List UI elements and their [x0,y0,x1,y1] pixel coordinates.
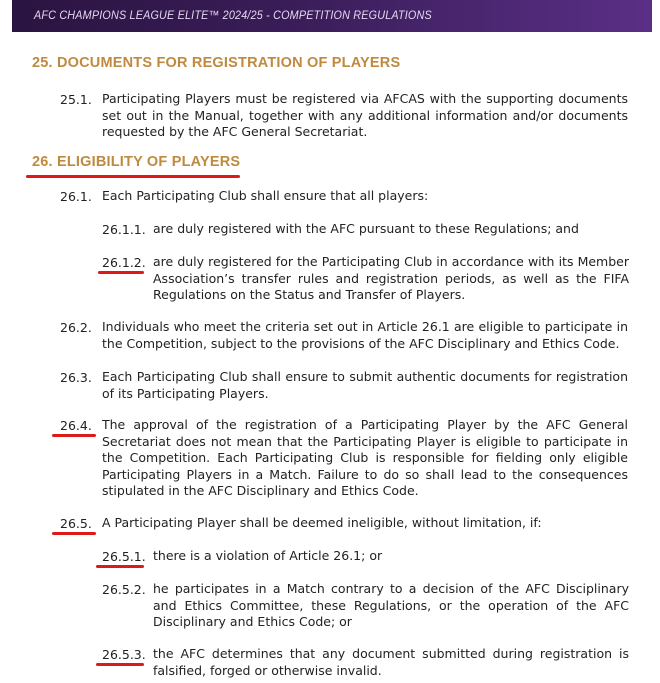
annotation-underline-26-1-2 [98,271,144,274]
clause-text-26-2: Individuals who meet the criteria set out in Article 26.1 are eligible to participate in the Competition, subject to the provisions of the AFC Disciplinary and Ethics Code. [102,319,628,351]
clause-number-25-1: 25.1. [60,92,92,107]
clause-number-26-1-1: 26.1.1. [102,222,146,237]
clause-text-25-1: Participating Players must be registered via AFCAS with the supporting documents set out in the Manual, together with any additional information and/or documents requested by the AFC General Secretariat. [102,91,628,139]
clause-number-26-5-3: 26.5.3. [102,647,146,662]
header-title: AFC CHAMPIONS LEAGUE ELITE™ 2024/25 - COMPETITION REGULATIONS [34,8,432,22]
clause-number-26-4: 26.4. [60,418,92,433]
section-26-heading: 26. ELIGIBILITY OF PLAYERS [32,154,241,170]
annotation-underline-26-4 [52,434,96,437]
clause-text-26-5-3: the AFC determines that any document submitted during registration is falsified, forged or otherwise invalid. [153,646,629,678]
clause-number-26-3: 26.3. [60,370,92,385]
annotation-underline-26-5 [52,532,96,535]
clause-number-26-5: 26.5. [60,516,92,531]
clause-text-26-1-1: are duly registered with the AFC pursuant to these Regulations; and [153,221,579,236]
clause-text-26-5: A Participating Player shall be deemed ineligible, without limitation, if: [102,515,542,530]
clause-number-26-5-2: 26.5.2. [102,582,146,597]
clause-text-26-1-2: are duly registered for the Participating Club in accordance with its Member Association’s transfer rules and registration periods, as well as the FIFA Regulations on the Status and Transfer of Players. [153,254,629,302]
clause-text-26-5-1: there is a violation of Article 26.1; or [153,548,383,563]
clause-number-26-5-1: 26.5.1. [102,549,146,564]
page-header-banner [12,0,652,32]
clause-number-26-1-2: 26.1.2. [102,255,146,270]
annotation-underline-26-5-3 [96,663,144,666]
annotation-underline-26-5-1 [96,565,144,568]
clause-text-26-3: Each Participating Club shall ensure to submit authentic documents for registration of its Participating Players. [102,369,628,401]
clause-number-26-1: 26.1. [60,189,92,204]
clause-text-26-1: Each Participating Club shall ensure that all players: [102,188,429,203]
clause-text-26-5-2: he participates in a Match contrary to a decision of the AFC Disciplinary and Ethics Committee, these Regulations, or the operation of the AFC Disciplinary and Ethics Code; or [153,581,629,629]
clause-number-26-2: 26.2. [60,320,92,335]
section-25-heading: 25. DOCUMENTS FOR REGISTRATION OF PLAYERS [32,55,401,71]
clause-text-26-4: The approval of the registration of a Participating Player by the AFC General Secretariat does not mean that the Participating Player is eligible to participate in the Competition. Each Participating Club is responsible for fielding only eligible Participating Players in a Match. Failure to do so shall lead to the consequences stipulated in the AFC Disciplinary and Ethics Code. [102,417,628,498]
annotation-underline-section-26 [26,175,240,178]
